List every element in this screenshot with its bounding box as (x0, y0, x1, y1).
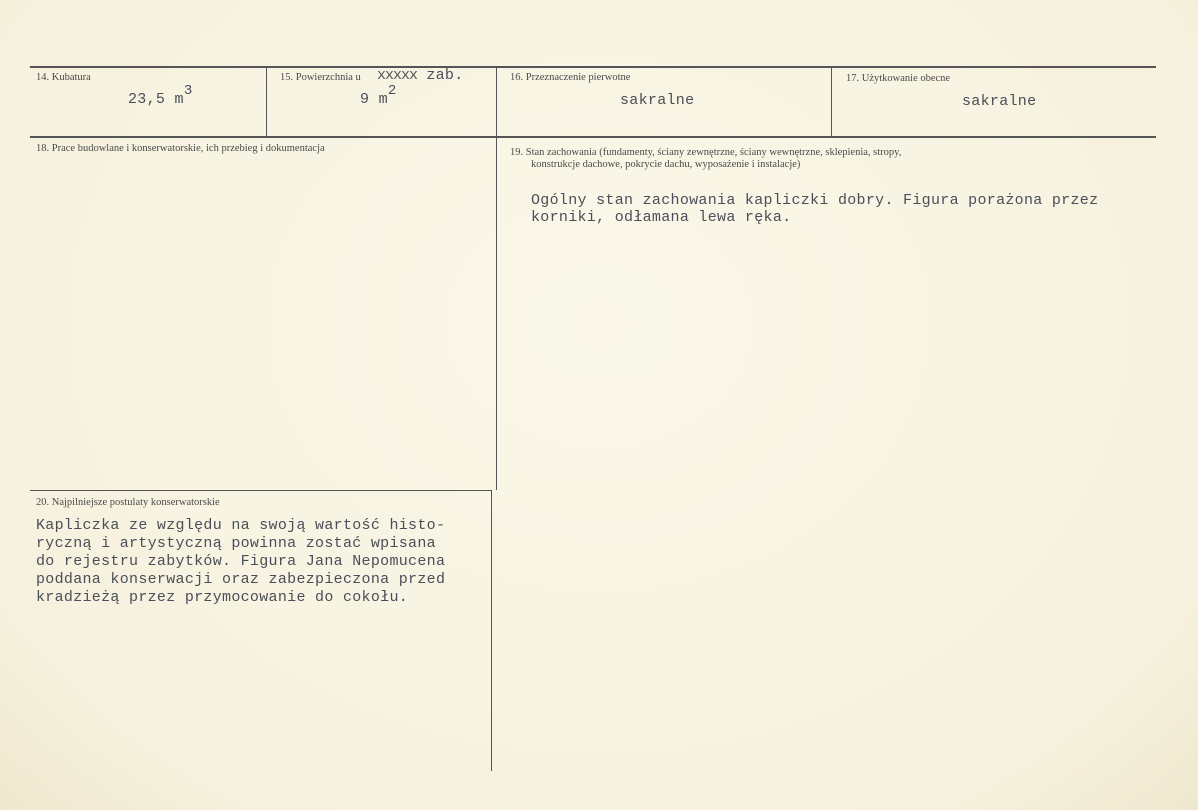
field-19-label-line2: konstrukcje dachowe, pokrycie dachu, wyposażenie i instalacje) (531, 159, 801, 170)
field-20-text-line: Kapliczka ze względu na swoją wartość histo- (36, 517, 446, 534)
divider-15-16 (496, 66, 497, 490)
field-15-label (280, 71, 361, 84)
field-15-struck-text: xxxxx (377, 67, 418, 84)
field-17-label: 17. Użytkowanie obecne (846, 73, 951, 84)
divider-16-17 (831, 66, 832, 136)
field-14-number: 23,5 m (128, 91, 184, 108)
divider-14-15 (266, 66, 267, 136)
field-20-text-line: poddana konserwacji oraz zabezpieczona przed (36, 571, 446, 588)
field-15-label-text: 15. Powierzchnia u (280, 72, 361, 83)
field20-top-rule (30, 490, 492, 491)
field-18-label: 18. Prace budowlane i konserwatorskie, ich przebieg i dokumentacja (36, 143, 325, 154)
row1-bottom-rule (30, 136, 1156, 138)
field-15-label-correction (377, 68, 464, 84)
field-19-label-line1: 19. Stan zachowania (fundamenty, ściany zewnętrzne, ściany wewnętrzne, sklepienia, stropy, (510, 147, 902, 158)
field-17-value: sakralne (962, 93, 1037, 110)
field-14-exponent: 3 (183, 83, 193, 99)
field-15-typed-word: zab. (426, 67, 464, 84)
field-16-value: sakralne (620, 92, 695, 109)
field-15-number: 9 m (360, 91, 388, 108)
field-20-text-line: kradzieżą przez przymocowanie do cokołu. (36, 589, 409, 606)
field-15-exponent: 2 (387, 83, 397, 99)
field-15-value (360, 83, 397, 108)
field-19-text-line: Ogólny stan zachowania kapliczki dobry. Figura porażona przez (531, 192, 1099, 209)
field-14-label: 14. Kubatura (36, 72, 91, 83)
field-20-text-line: do rejestru zabytków. Figura Jana Nepomucena (36, 553, 446, 570)
field-20-text-line: ryczną i artystyczną powinna zostać wpisana (36, 535, 436, 552)
field-14-value (128, 83, 193, 108)
field-16-label: 16. Przeznaczenie pierwotne (510, 72, 631, 83)
field-19-text-line: korniki, odłamana lewa ręka. (531, 209, 792, 226)
divider-20-right (491, 490, 492, 771)
field-20-label: 20. Najpilniejsze postulaty konserwatorskie (36, 497, 220, 508)
top-rule (30, 66, 1156, 68)
